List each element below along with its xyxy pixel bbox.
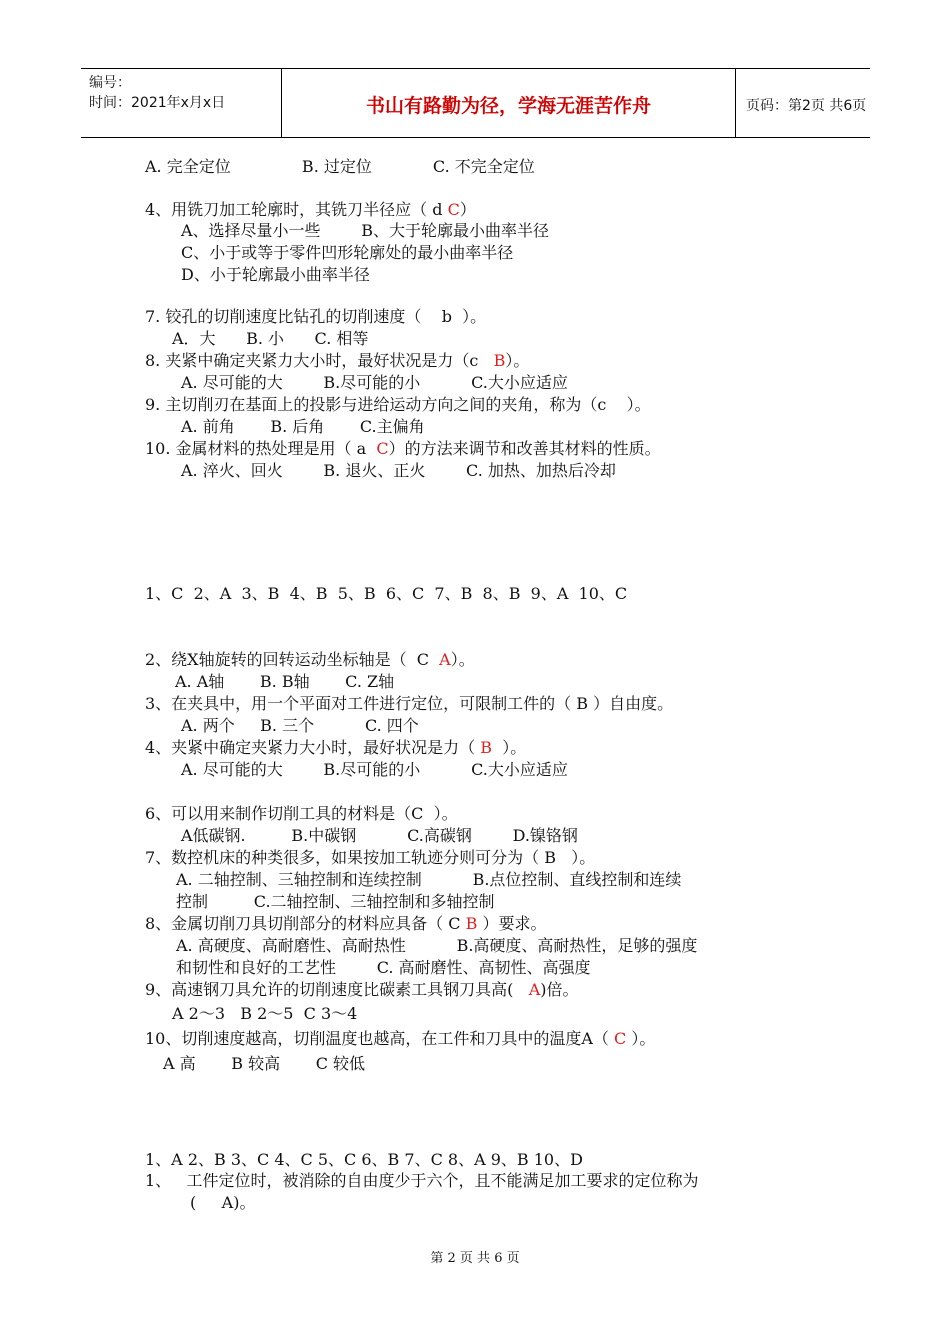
text-segment: A低碳钢. B.中碳钢 C.高碳钢 D.镍铬钢 bbox=[181, 826, 578, 845]
text-line bbox=[145, 738, 526, 758]
text-line bbox=[181, 265, 370, 285]
answer-mark: B bbox=[465, 914, 478, 933]
text-line bbox=[176, 958, 591, 978]
text-segment: ）。 bbox=[450, 650, 475, 669]
answer-mark: A bbox=[439, 650, 451, 669]
text-segment: 控制 C.二轴控制、三轴控制和多轴控制 bbox=[176, 892, 495, 911]
text-segment: A、选择尽量小一些 B、大于轮廓最小曲率半径 bbox=[181, 221, 550, 240]
text-line bbox=[145, 804, 458, 824]
text-segment: D、小于轮廓最小曲率半径 bbox=[181, 265, 370, 284]
text-segment: 9. 主切削刃在基面上的投影与进给运动方向之间的夹角，称为（c ）。 bbox=[145, 395, 651, 414]
text-segment: A 高 B 较高 C 较低 bbox=[163, 1054, 366, 1073]
header-motto-cell bbox=[281, 69, 736, 137]
text-segment: 1、 工件定位时，被消除的自由度少于六个，且不能满足加工要求的定位称为 bbox=[145, 1171, 699, 1190]
text-line bbox=[181, 221, 549, 241]
text-segment: ） bbox=[459, 200, 476, 219]
number-label: 编号： bbox=[89, 75, 131, 91]
text-segment: A. 尽可能的大 B.尽可能的小 C.大小应适应 bbox=[181, 760, 568, 779]
text-line bbox=[145, 351, 529, 371]
text-segment: A. 高硬度、高耐磨性、高耐热性 B.高硬度、高耐热性，足够的强度 bbox=[176, 936, 698, 955]
text-line bbox=[181, 826, 578, 846]
text-segment: ）。 bbox=[626, 1029, 656, 1048]
header-right-cell bbox=[736, 69, 870, 137]
answer-mark: B bbox=[493, 351, 506, 370]
answer-mark: C bbox=[376, 439, 389, 458]
text-segment: 1、C 2、A 3、B 4、B 5、B 6、C 7、B 8、B 9、A 10、C bbox=[145, 584, 628, 603]
text-line bbox=[181, 243, 513, 263]
text-line bbox=[145, 157, 535, 177]
text-line bbox=[181, 760, 568, 780]
text-line bbox=[145, 395, 651, 415]
text-line bbox=[175, 672, 394, 692]
text-line bbox=[163, 1054, 365, 1074]
text-line bbox=[145, 1150, 583, 1170]
text-segment: 4、用铣刀加工轮廓时，其铣刀半径应（ d bbox=[145, 200, 448, 219]
text-line bbox=[145, 307, 486, 327]
text-line bbox=[145, 439, 661, 459]
text-line bbox=[181, 461, 616, 481]
text-segment: 8、金属切削刀具切削部分的材料应具备（ C bbox=[145, 914, 466, 933]
text-line bbox=[145, 848, 595, 868]
text-segment: 7、数控机床的种类很多，如果按加工轨迹分则可分为（ B ）。 bbox=[145, 848, 596, 867]
text-line bbox=[145, 694, 673, 714]
text-segment: 和韧性和良好的工艺性 C. 高耐磨性、高韧性、高强度 bbox=[176, 958, 591, 977]
text-segment: 1、A 2、B 3、C 4、C 5、C 6、B 7、C 8、A 9、B 10、D bbox=[145, 1150, 583, 1169]
text-line bbox=[145, 584, 627, 604]
text-line bbox=[145, 200, 476, 220]
text-line bbox=[181, 373, 568, 393]
text-segment: 6、可以用来制作切削工具的材料是（C ）。 bbox=[145, 804, 458, 823]
text-line bbox=[176, 892, 495, 912]
text-line bbox=[145, 1029, 655, 1049]
text-segment: ）的方法来调节和改善其材料的性质。 bbox=[388, 439, 661, 458]
text-line bbox=[145, 650, 475, 670]
text-line bbox=[181, 716, 419, 736]
text-segment: A. 尽可能的大 B.尽可能的小 C.大小应适应 bbox=[181, 373, 568, 392]
text-line bbox=[176, 870, 681, 890]
page-info: 页码：第2页 共6页 bbox=[746, 98, 867, 114]
text-segment: ）。 bbox=[492, 738, 527, 757]
text-segment: 3、在夹具中，用一个平面对工件进行定位，可限制工件的（ B ）自由度。 bbox=[145, 694, 674, 713]
answer-mark: C bbox=[614, 1029, 627, 1048]
text-segment: 2、绕X轴旋转的回转运动坐标轴是（ C bbox=[145, 650, 440, 669]
text-segment: 4、夹紧中确定夹紧力大小时，最好状况是力（ bbox=[145, 738, 481, 757]
text-line bbox=[190, 1193, 255, 1213]
text-segment: 10. 金属材料的热处理是用（ a bbox=[145, 439, 377, 458]
text-segment: A. 完全定位 B. 过定位 C. 不完全定位 bbox=[145, 157, 535, 176]
text-segment: )倍。 bbox=[540, 980, 579, 999]
text-segment: 8. 夹紧中确定夹紧力大小时，最好状况是力（c bbox=[145, 351, 494, 370]
text-segment: A. 二轴控制、三轴控制和连续控制 B.点位控制、直线控制和连续 bbox=[176, 870, 682, 889]
text-segment: ( A)。 bbox=[190, 1193, 256, 1212]
text-segment: ）。 bbox=[505, 351, 530, 370]
page-footer: 第 2 页 共 6 页 bbox=[430, 1251, 520, 1266]
text-segment: A．大 B. 小 C. 相等 bbox=[172, 329, 369, 348]
time-label: 时间：2021年x月x日 bbox=[89, 95, 226, 111]
text-line bbox=[176, 936, 697, 956]
text-line bbox=[145, 980, 579, 1000]
motto: 书山有路勤为径，学海无涯苦作舟 bbox=[365, 95, 651, 117]
text-segment: A 2～3 B 2～5 C 3～4 bbox=[172, 1004, 358, 1023]
text-segment: 7. 铰孔的切削速度比钻孔的切削速度（ b ）。 bbox=[145, 307, 487, 326]
text-line bbox=[181, 417, 425, 437]
text-segment: A. 淬火、回火 B. 退火、正火 C. 加热、加热后冷却 bbox=[181, 461, 616, 480]
text-segment: A. A轴 B. B轴 C. Z轴 bbox=[175, 672, 395, 691]
text-line bbox=[172, 1004, 357, 1024]
text-line bbox=[145, 1171, 698, 1191]
text-segment: A. 两个 B. 三个 C. 四个 bbox=[181, 716, 419, 735]
answer-mark: A bbox=[528, 980, 541, 999]
text-segment: ）要求。 bbox=[477, 914, 547, 933]
text-line bbox=[145, 914, 546, 934]
page-header bbox=[81, 68, 870, 138]
text-segment: C、小于或等于零件凹形轮廓处的最小曲率半径 bbox=[181, 243, 514, 262]
text-line bbox=[172, 329, 368, 349]
text-segment: 9、高速钢刀具允许的切削速度比碳素工具钢刀具高( bbox=[145, 980, 529, 999]
answer-mark: C bbox=[447, 200, 460, 219]
text-segment: 10、切削速度越高，切削温度也越高，在工件和刀具中的温度A（ bbox=[145, 1029, 615, 1048]
text-segment: A. 前角 B. 后角 C.主偏角 bbox=[181, 417, 425, 436]
header-left-cell bbox=[81, 69, 281, 137]
answer-mark: B bbox=[480, 738, 493, 757]
